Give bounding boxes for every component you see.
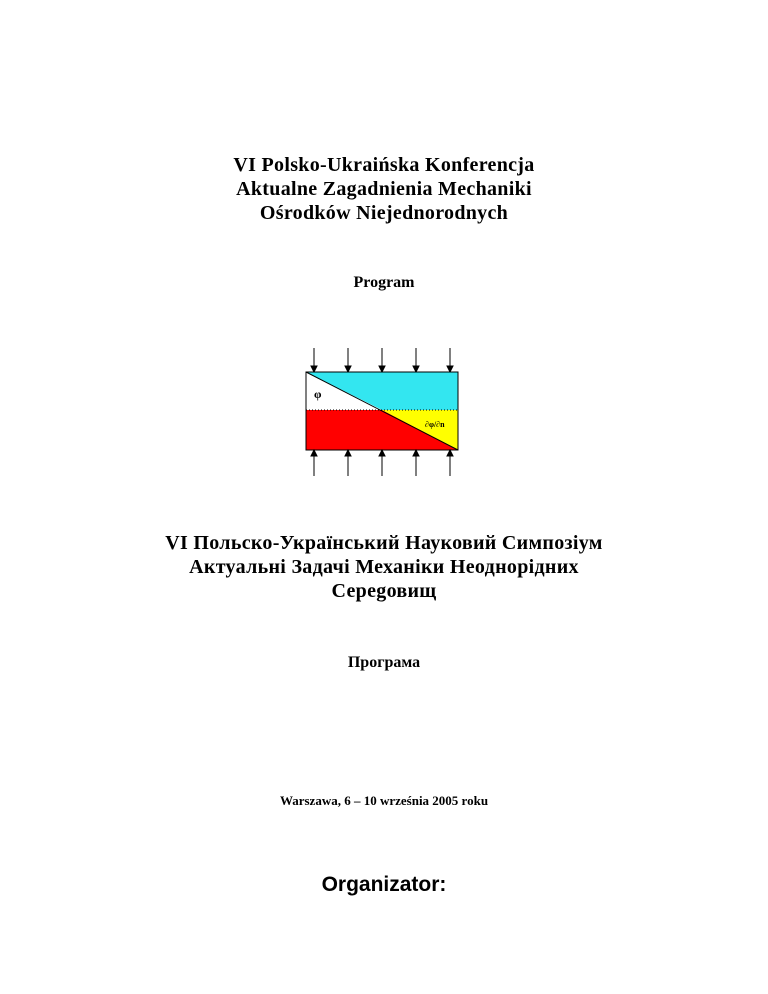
organizer-label: Organizator: (321, 873, 447, 896)
polish-title-line-2: Aktualne Zagadnienia Mechaniki (236, 178, 532, 200)
emblem-phi-label: φ (314, 387, 322, 401)
emblem-derivative-label: ∂φ/∂n (425, 420, 445, 429)
polish-title (0, 153, 768, 225)
ukrainian-title-line-1: VI Польско-Український Науковий Симпозіум (165, 532, 603, 554)
polish-title-line-1: VI Polsko-Ukraińska Konferencja (233, 154, 535, 176)
date-location: Warszawa, 6 – 10 września 2005 roku (279, 793, 489, 808)
conference-emblem (300, 348, 464, 476)
ukrainian-program-label: Програма (347, 654, 421, 671)
ukrainian-title-line-3: Сереgовищ (331, 580, 437, 602)
bottom-arrows (311, 450, 453, 476)
polish-program-label: Program (353, 274, 415, 291)
ukrainian-title (0, 531, 768, 603)
ukrainian-title-line-2: Актуальні Задачі Механіки Неоднорідних (189, 556, 579, 578)
top-arrows (311, 348, 453, 372)
polish-title-line-3: Ośrodków Niejednorodnych (259, 202, 509, 224)
